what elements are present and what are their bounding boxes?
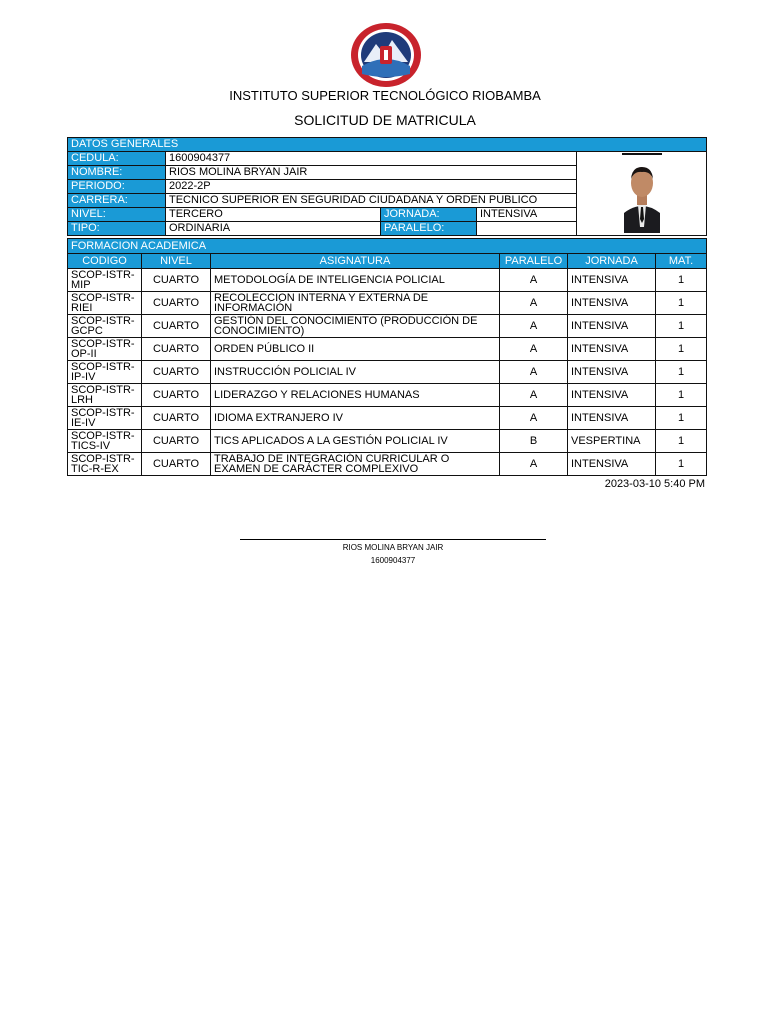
course-schedule: INTENSIVA: [568, 269, 656, 292]
course-level: CUARTO: [142, 269, 211, 292]
course-enrollment: 1: [656, 453, 707, 476]
course-level: CUARTO: [142, 430, 211, 453]
course-enrollment: 1: [656, 315, 707, 338]
course-subject: TICS APLICADOS A LA GESTIÓN POLICIAL IV: [211, 430, 500, 453]
paralelo-value: [477, 222, 577, 236]
course-subject: TRABAJO DE INTEGRACIÓN CURRICULAR O EXAMEN DE CARÁCTER COMPLEXIVO: [211, 453, 500, 476]
tipo-value: ORDINARIA: [166, 222, 381, 236]
column-header: CODIGO: [68, 254, 142, 269]
course-code: SCOP-ISTR-TICS-IV: [68, 430, 142, 453]
course-schedule: INTENSIVA: [568, 453, 656, 476]
course-level: CUARTO: [142, 292, 211, 315]
periodo-label: PERIODO:: [68, 180, 166, 194]
course-code: SCOP-ISTR-LRH: [68, 384, 142, 407]
institute-name: INSTITUTO SUPERIOR TECNOLÓGICO RIOBAMBA: [229, 88, 541, 103]
jornada-label: JORNADA:: [381, 208, 477, 222]
section-academic: FORMACION ACADEMICA: [68, 239, 707, 254]
table-row: [68, 407, 707, 430]
course-parallel: A: [500, 453, 568, 476]
cedula-label: CEDULA:: [68, 152, 166, 166]
table-row: [68, 361, 707, 384]
course-subject: RECOLECCION INTERNA Y EXTERNA DE INFORMACIÓN: [211, 292, 500, 315]
course-enrollment: 1: [656, 292, 707, 315]
timestamp: 2023-03-10 5:40 PM: [604, 478, 705, 490]
course-enrollment: 1: [656, 338, 707, 361]
course-parallel: A: [500, 338, 568, 361]
table-row: [68, 338, 707, 361]
table-row: [68, 453, 707, 476]
course-subject: GESTIÓN DEL CONOCIMIENTO (PRODUCCIÓN DE CONOCIMIENTO): [211, 315, 500, 338]
course-parallel: A: [500, 315, 568, 338]
institute-logo: [350, 22, 422, 88]
tipo-label: TIPO:: [68, 222, 166, 236]
course-enrollment: 1: [656, 269, 707, 292]
paralelo-label: PARALELO:: [381, 222, 477, 236]
column-header: MAT.: [656, 254, 707, 269]
course-code: SCOP-ISTR-OP-II: [68, 338, 142, 361]
column-header: JORNADA: [568, 254, 656, 269]
column-header: NIVEL: [142, 254, 211, 269]
jornada-value: INTENSIVA: [477, 208, 577, 222]
column-header: ASIGNATURA: [211, 254, 500, 269]
table-row: [68, 384, 707, 407]
course-schedule: INTENSIVA: [568, 384, 656, 407]
course-schedule: INTENSIVA: [568, 292, 656, 315]
table-row: [68, 315, 707, 338]
course-enrollment: 1: [656, 407, 707, 430]
course-code: SCOP-ISTR-TIC-R-EX: [68, 453, 142, 476]
course-schedule: INTENSIVA: [568, 407, 656, 430]
table-row: [68, 269, 707, 292]
course-subject: IDIOMA EXTRANJERO IV: [211, 407, 500, 430]
carrera-value: TECNICO SUPERIOR EN SEGURIDAD CIUDADANA Y ORDEN PUBLICO: [166, 194, 577, 208]
course-schedule: INTENSIVA: [568, 361, 656, 384]
course-parallel: A: [500, 361, 568, 384]
course-enrollment: 1: [656, 430, 707, 453]
course-subject: ORDEN PÚBLICO II: [211, 338, 500, 361]
course-subject: LIDERAZGO Y RELACIONES HUMANAS: [211, 384, 500, 407]
course-level: CUARTO: [142, 338, 211, 361]
academic-table: [67, 238, 707, 476]
course-level: CUARTO: [142, 315, 211, 338]
nivel-label: NIVEL:: [68, 208, 166, 222]
general-data-table: [67, 137, 707, 236]
table-row: [68, 430, 707, 453]
page-title: SOLICITUD DE MATRICULA: [294, 112, 476, 128]
course-parallel: A: [500, 384, 568, 407]
course-parallel: B: [500, 430, 568, 453]
table-row: [68, 292, 707, 315]
course-code: SCOP-ISTR-IP-IV: [68, 361, 142, 384]
course-enrollment: 1: [656, 384, 707, 407]
course-level: CUARTO: [142, 407, 211, 430]
course-subject: INSTRUCCIÓN POLICIAL IV: [211, 361, 500, 384]
course-schedule: VESPERTINA: [568, 430, 656, 453]
course-parallel: A: [500, 269, 568, 292]
nivel-value: TERCERO: [166, 208, 381, 222]
course-code: SCOP-ISTR-IE-IV: [68, 407, 142, 430]
column-header: PARALELO: [500, 254, 568, 269]
signature-line: [240, 539, 546, 540]
course-schedule: INTENSIVA: [568, 315, 656, 338]
course-level: CUARTO: [142, 453, 211, 476]
student-photo: [618, 153, 666, 233]
nombre-label: NOMBRE:: [68, 166, 166, 180]
carrera-label: CARRERA:: [68, 194, 166, 208]
course-schedule: INTENSIVA: [568, 338, 656, 361]
course-enrollment: 1: [656, 361, 707, 384]
periodo-value: 2022-2P: [166, 180, 577, 194]
course-parallel: A: [500, 292, 568, 315]
section-general: DATOS GENERALES: [68, 138, 707, 152]
cedula-value: 1600904377: [166, 152, 577, 166]
course-parallel: A: [500, 407, 568, 430]
course-level: CUARTO: [142, 384, 211, 407]
signature-id: 1600904377: [370, 556, 416, 565]
course-subject: METODOLOGÍA DE INTELIGENCIA POLICIAL: [211, 269, 500, 292]
course-level: CUARTO: [142, 361, 211, 384]
nombre-value: RIOS MOLINA BRYAN JAIR: [166, 166, 577, 180]
course-code: SCOP-ISTR-MIP: [68, 269, 142, 292]
signature-name: RIOS MOLINA BRYAN JAIR: [342, 543, 444, 552]
course-code: SCOP-ISTR-RIEI: [68, 292, 142, 315]
course-code: SCOP-ISTR-GCPC: [68, 315, 142, 338]
